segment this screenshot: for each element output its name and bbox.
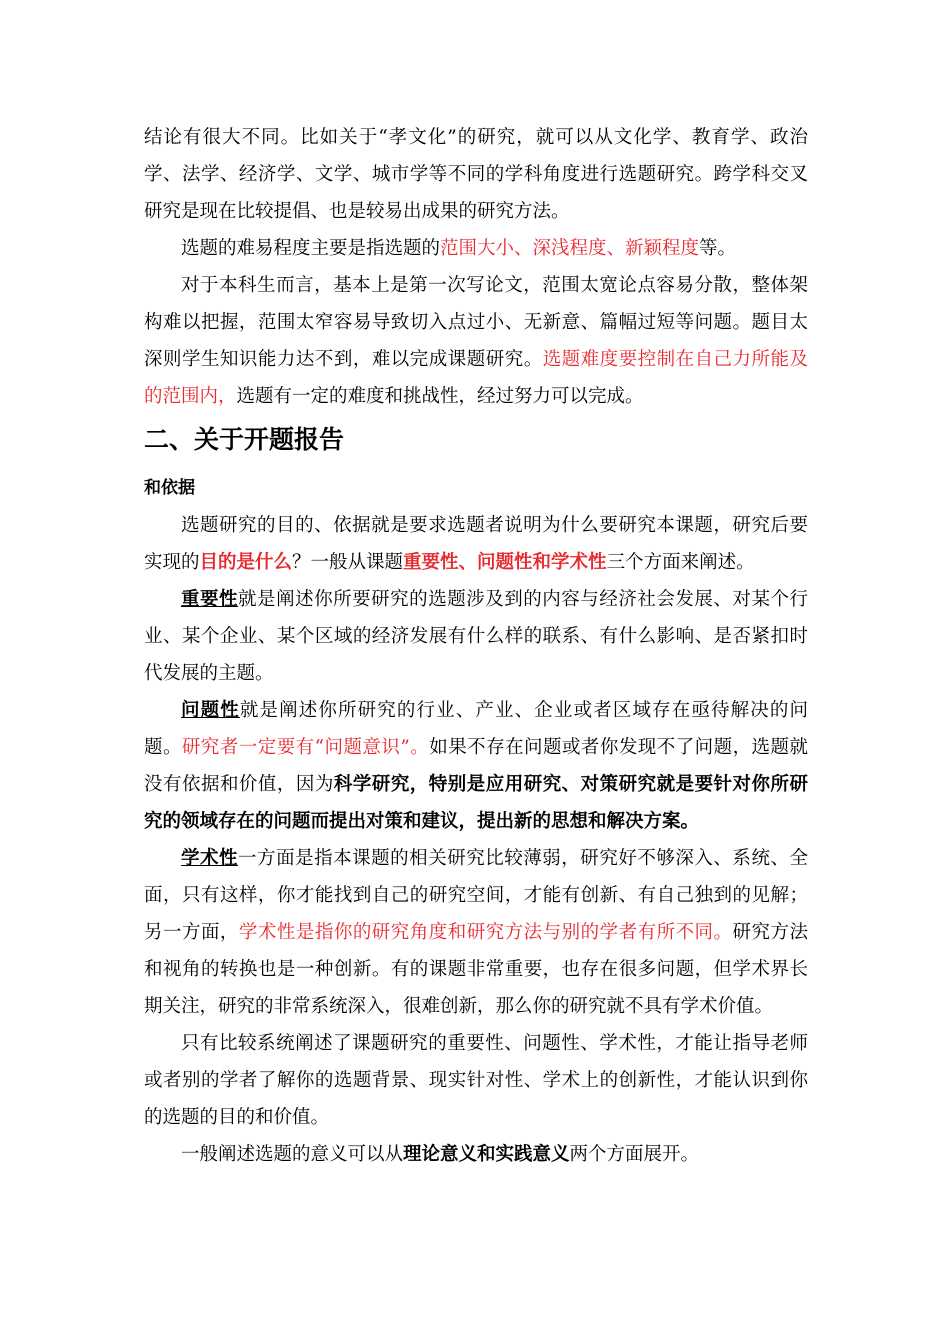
paragraph-undergraduate: 对于本科生而言，基本上是第一次写论文，范围太宽论点容易分散，整体架构难以把握，范围太窄容易导致切入点过小、无新意、篇幅过短等问题。题目太深则学生知识能力达不到，难以完成课题研究。选题难度要控制在自己力所能及的范围内，选题有一定的难度和挑战性，经过努力可以完成。 bbox=[144, 275, 808, 407]
paragraph-importance: 重要性就是阐述你所要研究的选题涉及到的内容与经济社会发展、对某个行业、某个企业、某个区域的经济发展有什么样的联系、有什么影响、是否紧扣时代发展的主题。 bbox=[144, 589, 808, 684]
paragraph-interdisciplinary: 结论有很大不同。比如关于“孝文化”的研究，就可以从文化学、教育学、政治学、法学、经济学、文学、城市学等不同的学科角度进行选题研究。跨学科交叉研究是现在比较提倡、也是较易出成果的研究方法。 bbox=[144, 127, 808, 222]
body-text-top bbox=[144, 119, 808, 415]
paragraph-problem: 问题性就是阐述你所研究的行业、产业、企业或者区域存在亟待解决的问题。研究者一定要有“问题意识”。如果不存在问题或者你发现不了问题，选题就没有依据和价值，因为科学研究，特别是应用研究、对策研究就是要针对你所研究的领域存在的问题而提出对策和建议，提出新的思想和解决方案。 bbox=[144, 700, 808, 832]
highlight-scope: 范围大小、深浅程度、新颖程度 bbox=[440, 238, 700, 259]
paragraph-summary: 只有比较系统阐述了课题研究的重要性、问题性、学术性，才能让指导老师或者别的学者了解你的选题背景、现实针对性、学术上的创新性，才能认识到你的选题的目的和价值。 bbox=[144, 1033, 808, 1128]
paragraph-academic: 学术性一方面是指本课题的相关研究比较薄弱，研究好不够深入、系统、全面，只有这样，你才能找到自己的研究空间，才能有创新、有自己独到的见解；另一方面，学术性是指你的研究角度和研究方法与别的学者有所不同。研究方法和视角的转换也是一种创新。有的课题非常重要，也存在很多问题，但学术界长期关注，研究的非常系统深入，很难创新，那么你的研究就不具有学术价值。 bbox=[144, 848, 808, 1017]
paragraph-significance: 一般阐述选题的意义可以从理论意义和实践意义两个方面展开。 bbox=[181, 1144, 700, 1165]
highlight-three-aspects: 重要性、问题性和学术性 bbox=[403, 552, 607, 573]
term-importance: 重要性 bbox=[181, 589, 239, 610]
term-problem: 问题性 bbox=[181, 700, 240, 721]
highlight-purpose: 目的是什么 bbox=[199, 552, 293, 573]
term-academic: 学术性 bbox=[181, 848, 239, 869]
body-text-main bbox=[144, 507, 808, 1173]
highlight-problem-awareness: 研究者一定要有“问题意识”。 bbox=[181, 737, 430, 758]
highlight-academic-difference: 学术性是指你的研究角度和研究方法与别的学者有所不同。 bbox=[238, 922, 733, 943]
paragraph-difficulty: 选题的难易程度主要是指选题的范围大小、深浅程度、新颖程度等。 bbox=[181, 238, 737, 259]
sub-heading: 和依据 bbox=[144, 478, 195, 498]
section-heading: 二、关于开题报告 bbox=[144, 425, 345, 454]
paragraph-purpose: 选题研究的目的、依据就是要求选题者说明为什么要研究本课题，研究后要实现的目的是什么？一般从课题重要性、问题性和学术性三个方面来阐述。 bbox=[144, 515, 808, 573]
highlight-control-difficulty: 选题难度要控制在自己力所能及的范围内， bbox=[144, 349, 808, 407]
bold-applied-research: 科学研究，特别是应用研究、对策研究就是要针对你所研究的领域存在的问题而提出对策和建议，提出新的思想和解决方案。 bbox=[144, 774, 808, 832]
bold-significance: 理论意义和实践意义 bbox=[403, 1144, 570, 1165]
